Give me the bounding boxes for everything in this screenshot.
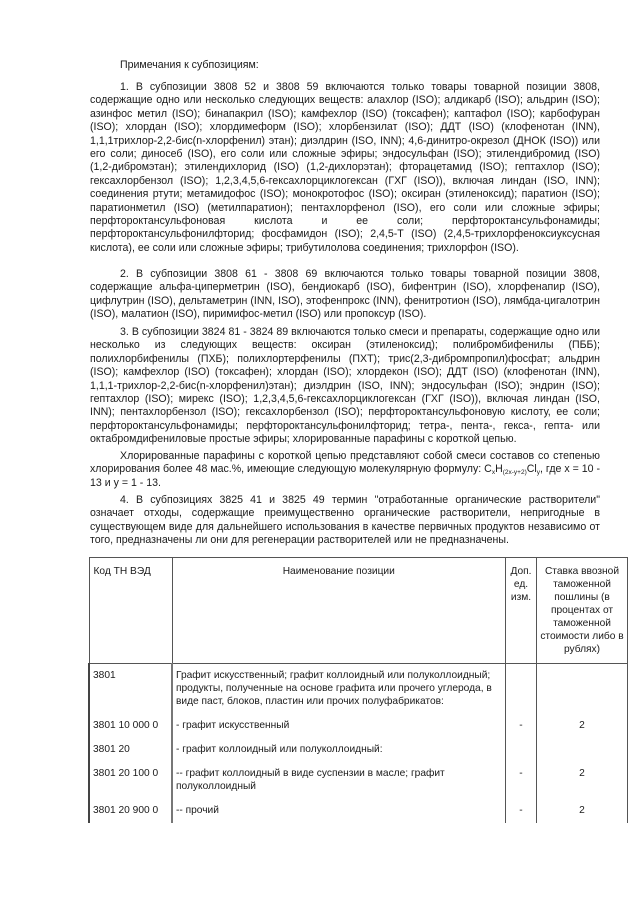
cell-code: 3801 10 000 0 [89,714,172,738]
cell-code: 3801 20 900 0 [89,799,172,823]
cell-rate: 2 [537,762,628,799]
header-rate: Ставка ввозной таможенной пошлины (в процентах от таможенной стоимости либо в рублях) [537,558,628,664]
cell-unit: - [506,799,537,823]
chlorinated-paraffins-definition [90,450,600,490]
cell-name: -- прочий [172,799,506,823]
subheading-note-3: 3. В субпозиции 3824 81 - 3824 89 включаются только смеси и препараты, содержащие одно или несколько из следующих веществ: оксиран (этиленоксид); полибромбифенилы (ПББ); полихлорбифенилы (ПХБ); полихлортерфенилы (ПХТ); трис(2,3-дибромпропил)фосфат; альдрин (ISO); камфехлор (ISO) (токсафен); хлордан (ISO); хлордекон (ISO); ДДТ (ISO) (клофенотан (INN), 1,1,1-трихлор-2,2-бис(n-хлорфенил)этан); диэлдрин (ISO, INN); эндосульфан (ISO); эндрин (ISO); гептахлор (ISO); мирекс (ISO); 1,2,3,4,5,6-гексахлорциклогексан (ГХГ (ISO)), включая линдан (ISO, INN); пентахлорбензол (ISO); гексахлорбензол (ISO); перфтороктансульфоновую кислоту, ее соли; перфтороктансульфонамиды; перфтороктансульфонилфторид; тетра-, пента-, гекса-, гепта- или октабромдифениловые простые эфиры; хлорированные парафины с короткой цепью. [90,326,600,446]
cell-name: - графит коллоидный или полуколлоидный: [172,738,506,762]
table-row [89,799,628,823]
header-unit: Доп. ед. изм. [506,558,537,664]
table-row [89,738,628,762]
formula-sub-x: x [491,469,496,477]
cell-unit: - [506,714,537,738]
formula-sub-h: (2x-y+2) [502,469,527,477]
table-row [89,762,628,799]
formula-text-before: Хлорированные парафины с короткой цепью представляют собой смеси составов со степенью хлорирования более 48 мас.%, имеющие следующую молекулярную формулу: C [90,450,600,476]
header-name: Наименование позиции [172,558,506,664]
cell-rate: 2 [537,799,628,823]
cell-name: -- графит коллоидный в виде суспензии в масле; графит полуколлоидный [172,762,506,799]
cell-unit [506,738,537,762]
cell-rate [537,664,628,715]
cell-rate [537,738,628,762]
subheading-note-1: 1. В субпозиции 3808 52 и 3808 59 включаются только товары товарной позиции 3808, содержащие одно или несколько следующих веществ: алахлор (ISO); алдикарб (ISO); альдрин (ISO); азинфос метил (ISO); бинапакрил (ISO); камфехлор (ISO) (токсафен); каптафол (ISO); карбофуран (ISO); хлордан (ISO); хлордимеформ (ISO); хлорбензилат (ISO); ДДТ (ISO) (клофенотан (INN), 1,1,1трихлор-2,2-бис(n-хлорфенил) этан); диэлдрин (ISO, INN); 4,6-динитро-окрезол (ДНОК (ISO)) или его соли; диносеб (ISO), его соли или сложные эфиры; эндосульфан (ISO); этилендибромид (ISO) (1,2-дибромэтан); этилендихлорид (ISO) (1,2-дихлорэтан); фторацетамид (ISO); гептахлор (ISO); гексахлорбензол (ISO); 1,2,3,4,5,6-гексахлорциклогексан (ГХГ (ISO)), включая линдан (ISO, INN); соединения ртути; метамидофос (ISO); монокротофос (ISO); оксиран (этиленоксид); паратион (ISO); паратионметил (ISO) (метилпаратион); пентахлорфенол (ISO), его соли или сложные эфиры; перфтороктансульфоновая кислота и ее соли; перфтороктансульфонамиды; перфтороктансульфонилфторид; фосфамидон (ISO); 2,4,5-Т (ISO) (2,4,5-трихлорфеноксиуксусная кислота), ее соли или сложные эфиры; трибутилолова соединения; трихлорфон (ISO). [90,81,600,254]
tariff-table [88,557,628,823]
table-header-row [89,558,628,664]
subheading-note-2: 2. В субпозиции 3808 61 - 3808 69 включаются только товары товарной позиции 3808, содержащие альфа-циперметрин (ISO), бендиокарб (ISO), бифентрин (ISO), хлорфенапир (ISO), цифлутрин (ISO), дельтаметрин (INN, ISO), этофенпрокс (INN), фенитротион (ISO), лямбда-цигалотрин (ISO), малатион (ISO), пиримифос-метил (ISO) или пропоксур (ISO). [90,268,600,321]
cell-name: Графит искусственный; графит коллоидный или полуколлоидный; продукты, полученные на основе графита или прочего углерода, в виде паст, блоков, пластин или прочих полуфабрикатов: [172,664,506,715]
cell-unit: - [506,762,537,799]
cell-rate: 2 [537,714,628,738]
cell-code: 3801 [89,664,172,715]
cell-code: 3801 20 100 0 [89,762,172,799]
table-row [89,714,628,738]
header-code: Код ТН ВЭД [89,558,172,664]
formula-h: H [495,463,503,476]
formula-sub-y: y [536,469,541,477]
notes-title: Примечания к субпозициям: [120,59,259,71]
table-row [89,664,628,715]
subheading-note-4: 4. В субпозициях 3825 41 и 3825 49 термин "отработанные органические растворители" означает отходы, содержащие преимущественно органические растворители, непригодные в существующем виде для дальнейшего использования в качестве первичных продуктов независимо от того, предназначены ли они для регенерации растворителей или не предназначены. [90,494,600,547]
cell-name: - графит искусственный [172,714,506,738]
cell-code: 3801 20 [89,738,172,762]
formula-text-after: , где x = 10 - 13 и y = 1 - 13. [90,463,600,489]
cell-unit [506,664,537,715]
formula-cl: Cl [526,463,537,476]
